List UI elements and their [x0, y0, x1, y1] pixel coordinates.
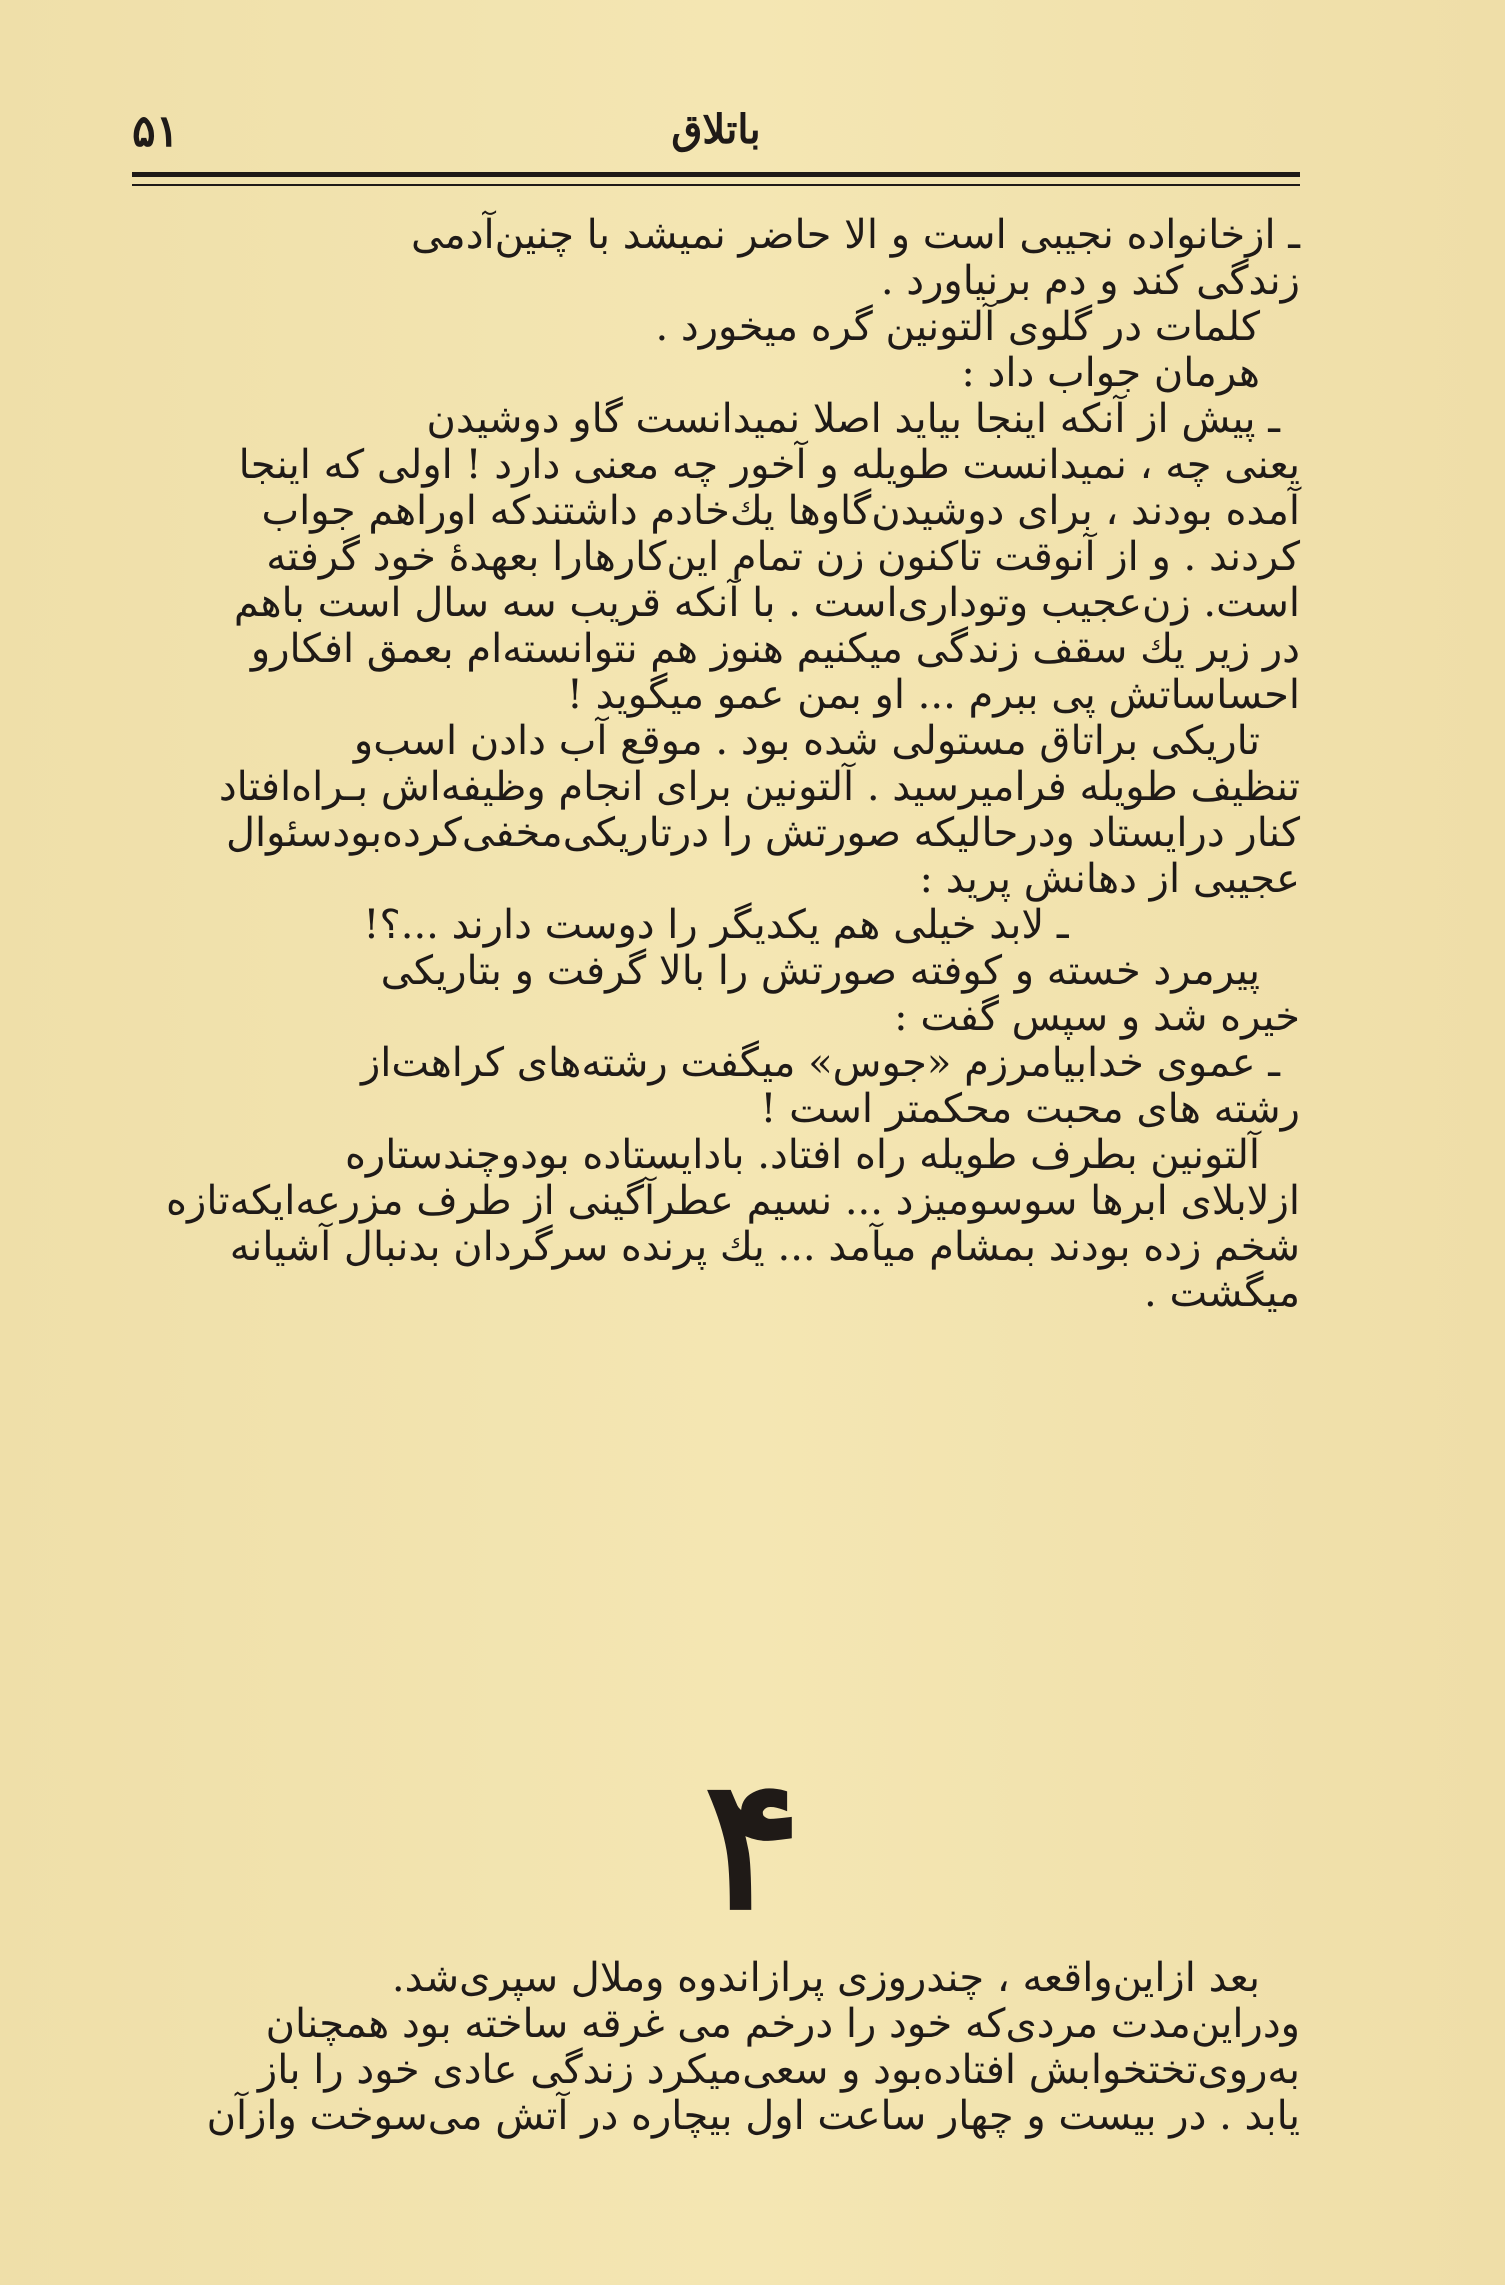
text-line: احساساتش پی ببرم ... او بمن عمو میگوید ! [566, 672, 1300, 718]
page-header [132, 98, 1300, 168]
main-text [132, 212, 1300, 1316]
text-line: به‌روی‌تختخوابش افتاده‌بود و سعی‌میکرد زندگی عادی خود را باز [257, 2047, 1300, 2093]
text-line: کردند . و از آنوقت تاکنون زن تمام این‌کارهارا بعهدهٔ خود گرفته [266, 534, 1300, 580]
text-line: ـ ازخانواده نجیبی است و الا حاضر نمیشد با چنین‌آدمی [410, 212, 1300, 258]
text-line: عجیبی از دهانش پرید : [919, 856, 1300, 902]
text-line: زندگی کند و دم برنیاورد . [880, 258, 1300, 304]
text-line: خیره شد و سپس گفت : [894, 994, 1300, 1040]
text-line: تنظیف طویله فرامیرسید . آلتونین برای انجام وظیفه‌اش بـراه‌افتاد [218, 764, 1300, 810]
running-title: باتلاق [671, 106, 761, 153]
text-line: میگشت . [1144, 1270, 1300, 1316]
text-line: کنار درایستاد ودرحالیکه صورتش را درتاریکی‌مخفی‌کرده‌بودسئوال [225, 810, 1300, 856]
page-number: ۵۱ [132, 106, 180, 157]
text-line: کلمات در گلوی آلتونین گره میخورد . [655, 304, 1260, 350]
text-line: شخم زده بودند بمشام میآمد ... یك پرنده سرگردان بدنبال آشیانه [229, 1224, 1300, 1270]
text-line: در زیر یك سقف زندگی میکنیم هنوز هم نتوانسته‌ام بعمق افکارو [250, 626, 1300, 672]
text-line: رشته های محبت محکمتر است ! [760, 1086, 1300, 1132]
text-line: ـ پیش از آنکه اینجا بیاید اصلا نمیدانست گاو دوشیدن [426, 396, 1280, 442]
text-line: ازلابلای ابرها سوسومیزد ... نسیم عطرآگینی از طرف مزرعه‌ایکه‌تازه [166, 1178, 1300, 1224]
text-line: آلتونین بطرف طویله راه افتاد. بادایستاده بودوچندستاره [344, 1132, 1260, 1178]
text-line: آمده بودند ، برای دوشیدن‌گاوها یك‌خادم داشتندکه اوراهم جواب [261, 488, 1300, 534]
chapter-text [132, 1955, 1300, 2139]
text-line: هرمان جواب داد : [961, 350, 1260, 396]
text-line: پیرمرد خسته و کوفته صورتش را بالا گرفت و بتاریکی [380, 948, 1260, 994]
text-line: ـ عموی خدابیامرزم «جوس» میگفت رشته‌های کراهت‌از [360, 1040, 1280, 1086]
chapter-number: ۴ [704, 1739, 801, 1950]
text-line: ودراین‌مدت مردی‌که خود را درخم می غرقه ساخته بود همچنان [265, 2001, 1300, 2047]
text-line: یعنی چه ، نمیدانست طویله و آخور چه معنی دارد ! اولی که اینجا [238, 442, 1300, 488]
header-rule-thick [132, 172, 1300, 177]
text-line: یابد . در بیست و چهار ساعت اول بیچاره در آتش می‌سوخت وازآن [206, 2093, 1300, 2139]
header-rule-thin [132, 184, 1300, 186]
text-line: ـ لابد خیلی هم یکدیگر را دوست دارند ...؟! [363, 902, 1069, 948]
text-line: تاریکی براتاق مستولی شده بود . موقع آب دادن اسب‌و [353, 718, 1260, 764]
text-line: است. زن‌عجیب وتوداری‌است . با آنکه قریب سه سال است باهم [233, 580, 1300, 626]
text-line: بعد ازاین‌واقعه ، چندروزی پرازاندوه وملال سپری‌شد. [391, 1955, 1260, 2001]
